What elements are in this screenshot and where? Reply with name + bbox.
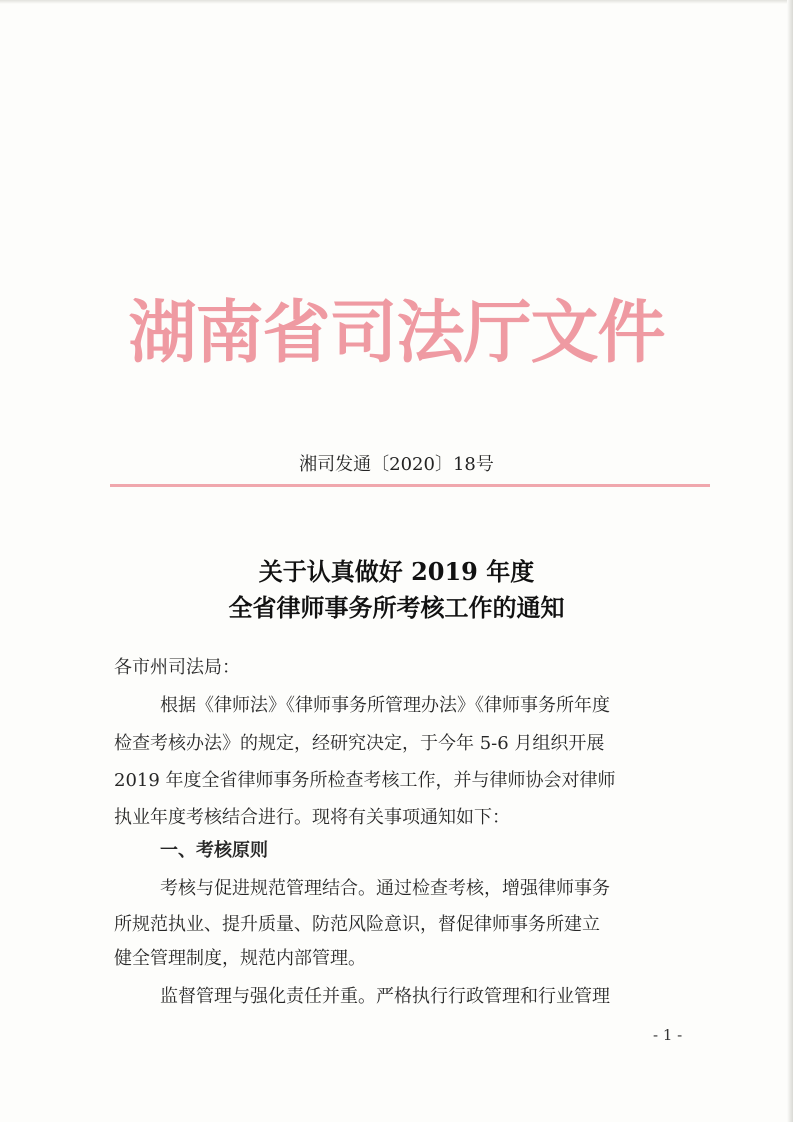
- body-paragraph-3-line-1: 监督管理与强化责任并重。严格执行行政管理和行业管理: [160, 986, 610, 1007]
- red-separator-rule: [110, 484, 710, 487]
- body-paragraph-1-line-2: 检查考核办法》的规定，经研究决定，于今年 5-6 月组织开展: [114, 733, 605, 754]
- body-paragraph-1-line-4: 执业年度考核结合进行。现将有关事项通知如下：: [114, 807, 510, 828]
- section-heading-principles: 一、考核原则: [160, 840, 268, 861]
- scan-edge-top: [0, 0, 793, 4]
- body-paragraph-1-line-1: 根据《律师法》《律师事务所管理办法》《律师事务所年度: [160, 695, 610, 716]
- document-title-line-2: 全省律师事务所考核工作的通知: [228, 593, 565, 622]
- body-paragraph-2-line-2: 所规范执业、提升质量、防范风险意识，督促律师事务所建立: [114, 914, 600, 935]
- document-title-line-1: 关于认真做好 2019 年度: [258, 557, 535, 586]
- document-masthead: 湖南省司法厅文件: [128, 294, 665, 373]
- document-number: 湘司发通〔2020〕18号: [299, 454, 494, 475]
- body-paragraph-1-line-3: 2019 年度全省律师事务所检查考核工作，并与律师协会对律师: [114, 770, 616, 791]
- body-paragraph-2-line-3: 健全管理制度，规范内部管理。: [114, 948, 366, 969]
- body-paragraph-2-line-1: 考核与促进规范管理结合。通过检查考核，增强律师事务: [160, 878, 610, 899]
- page-number: - 1 -: [653, 1026, 683, 1044]
- addressee: 各市州司法局：: [114, 657, 240, 678]
